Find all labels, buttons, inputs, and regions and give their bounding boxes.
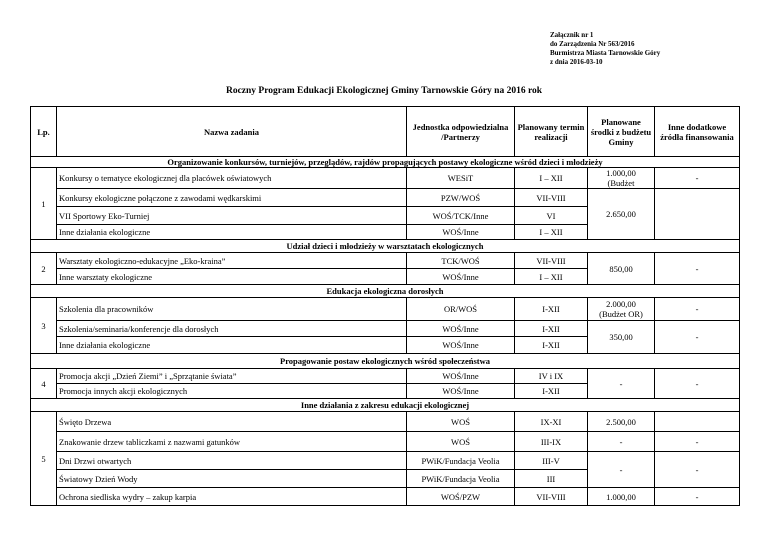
- responsible-unit: WOŚ: [407, 412, 515, 432]
- planned-term: VII-VIII: [515, 189, 588, 207]
- budget-cell: [588, 168, 655, 189]
- table-row: [31, 369, 740, 384]
- section-title: Udział dzieci i młodzieży w warsztatach ekologicznych: [31, 240, 740, 253]
- task-name: Inne działania ekologiczne: [57, 337, 407, 354]
- planned-term: I-XII: [515, 298, 588, 321]
- header-row: [31, 107, 740, 157]
- task-name: Dni Drzwi otwartych: [57, 452, 407, 470]
- task-name: Szkolenia/seminaria/konferencje dla dorosłych: [57, 321, 407, 337]
- planned-term: III-V: [515, 452, 588, 470]
- responsible-unit: WOŚ/Inne: [407, 269, 515, 285]
- attachment-line-4: z dnia 2016-03-10: [550, 58, 603, 66]
- other-funding: [655, 189, 740, 240]
- planned-term: VII-VIII: [515, 253, 588, 269]
- responsible-unit: PWiK/Fundacja Veolia: [407, 470, 515, 488]
- col-header-other: Inne dodatkowe źródła finansowania: [655, 107, 740, 157]
- other-funding: -: [655, 168, 740, 189]
- planned-term: III-IX: [515, 432, 588, 452]
- responsible-unit: WOŚ/Inne: [407, 369, 515, 384]
- section-row: [31, 399, 740, 412]
- section-row: [31, 354, 740, 369]
- responsible-unit: WOŚ/PZW: [407, 488, 515, 506]
- task-name: VII Sportowy Eko-Turniej: [57, 207, 407, 225]
- table-row: [31, 189, 740, 207]
- responsible-unit: PZW/WOŚ: [407, 189, 515, 207]
- table-row: [31, 321, 740, 337]
- attachment-line-3: Burmistrza Miasta Tarnowskie Góry: [550, 49, 661, 57]
- responsible-unit: WOŚ/Inne: [407, 337, 515, 354]
- planned-term: VII-VIII: [515, 488, 588, 506]
- table-row: [31, 488, 740, 506]
- section-title: Edukacja ekologiczna dorosłych: [31, 285, 740, 298]
- section-row: [31, 240, 740, 253]
- task-name: Promocja innych akcji ekologicznych: [57, 384, 407, 399]
- budget-cell: 2.650,00: [588, 189, 655, 240]
- budget-note: (Budżet OR): [599, 309, 643, 319]
- other-funding: -: [655, 452, 740, 488]
- col-header-lp: Lp.: [31, 107, 57, 157]
- row-number: 4: [31, 369, 57, 399]
- other-funding: -: [655, 369, 740, 399]
- task-name: Inne działania ekologiczne: [57, 225, 407, 240]
- other-funding: -: [655, 432, 740, 452]
- budget-cell: 1.000,00: [588, 488, 655, 506]
- task-name: Konkursy o tematyce ekologicznej dla placówek oświatowych: [57, 168, 407, 189]
- planned-term: IX-XI: [515, 412, 588, 432]
- section-title: Inne działania z zakresu edukacji ekologicznej: [31, 399, 740, 412]
- table-row: [31, 253, 740, 269]
- responsible-unit: WOŚ/Inne: [407, 225, 515, 240]
- planned-term: I – XII: [515, 168, 588, 189]
- task-name: Święto Drzewa: [57, 412, 407, 432]
- other-funding: -: [655, 321, 740, 354]
- task-name: Znakowanie drzew tabliczkami z nazwami gatunków: [57, 432, 407, 452]
- planned-term: I – XII: [515, 225, 588, 240]
- planned-term: IV i IX: [515, 369, 588, 384]
- row-number: 5: [31, 412, 57, 506]
- planned-term: I-XII: [515, 384, 588, 399]
- responsible-unit: WESiT: [407, 168, 515, 189]
- budget-value: 2.000,00: [606, 299, 636, 309]
- task-name: Warsztaty ekologiczno-edukacyjne „Eko-kraina”: [57, 253, 407, 269]
- budget-cell: [588, 298, 655, 321]
- attachment-note: [550, 31, 660, 67]
- planned-term: VI: [515, 207, 588, 225]
- attachment-line-1: Załącznik nr 1: [550, 31, 594, 39]
- planned-term: I – XII: [515, 269, 588, 285]
- other-funding: -: [655, 253, 740, 285]
- col-header-term: Planowany termin realizacji: [515, 107, 588, 157]
- budget-cell: -: [588, 432, 655, 452]
- responsible-unit: WOŚ/Inne: [407, 321, 515, 337]
- budget-cell: 350,00: [588, 321, 655, 354]
- section-row: [31, 285, 740, 298]
- task-name: Szkolenia dla pracowników: [57, 298, 407, 321]
- col-header-budget: Planowane środki z budżetu Gminy: [588, 107, 655, 157]
- task-name: Inne warsztaty ekologiczne: [57, 269, 407, 285]
- budget-cell: -: [588, 452, 655, 488]
- document-title: Roczny Program Edukacji Ekologicznej Gminy Tarnowskie Góry na 2016 rok: [225, 86, 543, 96]
- section-title: Organizowanie konkursów, turniejów, przeglądów, rajdów propagujących postawy ekologiczne wśród dzieci i młodzieży: [31, 157, 740, 168]
- table-row: [31, 432, 740, 452]
- section-row: [31, 157, 740, 168]
- other-funding: -: [655, 488, 740, 506]
- section-title: Propagowanie postaw ekologicznych wśród społeczeństwa: [31, 354, 740, 369]
- program-table: [30, 106, 740, 506]
- responsible-unit: WOŚ/TCK/Inne: [407, 207, 515, 225]
- budget-cell: 850,00: [588, 253, 655, 285]
- row-number: 1: [31, 168, 57, 240]
- responsible-unit: WOŚ: [407, 432, 515, 452]
- planned-term: III: [515, 470, 588, 488]
- attachment-line-2: do Zarządzenia Nr 563/2016: [550, 40, 635, 48]
- budget-value: 1.000,00: [606, 168, 636, 178]
- row-number: 2: [31, 253, 57, 285]
- planned-term: I-XII: [515, 337, 588, 354]
- col-header-unit: Jednostka odpowiedzialna /Partnerzy: [407, 107, 515, 157]
- planned-term: I-XII: [515, 321, 588, 337]
- table-row: [31, 452, 740, 470]
- task-name: Konkursy ekologiczne połączone z zawodami wędkarskimi: [57, 189, 407, 207]
- budget-cell: -: [588, 369, 655, 399]
- table-row: [31, 168, 740, 189]
- responsible-unit: WOŚ/Inne: [407, 384, 515, 399]
- task-name: Ochrona siedliska wydry – zakup karpia: [57, 488, 407, 506]
- task-name: Światowy Dzień Wody: [57, 470, 407, 488]
- responsible-unit: PWiK/Fundacja Veolia: [407, 452, 515, 470]
- other-funding: [655, 412, 740, 432]
- row-number: 3: [31, 298, 57, 354]
- other-funding: -: [655, 298, 740, 321]
- responsible-unit: TCK/WOŚ: [407, 253, 515, 269]
- budget-note: (Budżet: [607, 178, 635, 188]
- table-row: [31, 298, 740, 321]
- table-row: [31, 412, 740, 432]
- col-header-name: Nazwa zadania: [57, 107, 407, 157]
- budget-cell: 2.500,00: [588, 412, 655, 432]
- responsible-unit: OR/WOŚ: [407, 298, 515, 321]
- task-name: Promocja akcji „Dzień Ziemi” i „Sprzątanie świata”: [57, 369, 407, 384]
